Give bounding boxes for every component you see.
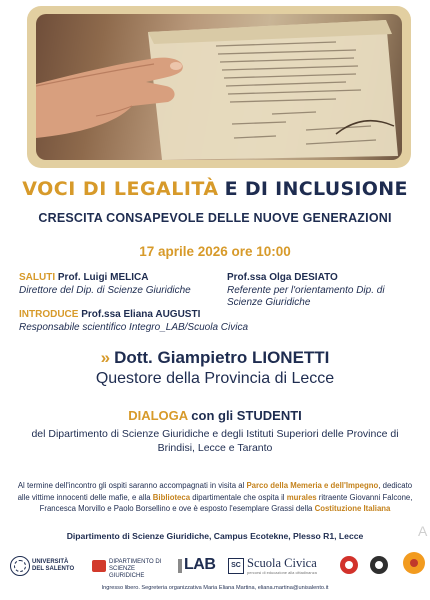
referente-name: Prof.ssa Olga DESIATO bbox=[227, 272, 338, 283]
scuola-civica-subtext: percorsi di educazione alla cittadinanza bbox=[247, 570, 317, 575]
university-seal-icon bbox=[10, 556, 30, 576]
event-date bbox=[0, 244, 430, 259]
date-day: 17 bbox=[139, 244, 155, 259]
footnote-highlight-biblioteca: Biblioteca bbox=[152, 492, 191, 502]
scuola-civica-mark-icon: SC bbox=[228, 558, 244, 574]
dialoga-description: del Dipartimento di Scienze Giuridiche e degli Istituti Superiori delle Province di Brindisi, Lecce e Taranto bbox=[31, 428, 399, 454]
integro-lab-logo bbox=[178, 556, 214, 576]
footnote-highlight-murales: murales bbox=[286, 492, 317, 502]
dialoga-heading bbox=[0, 408, 430, 423]
title-part-2: E DI INCLUSIONE bbox=[224, 178, 408, 200]
lab-bar-icon bbox=[178, 559, 182, 573]
dsg-mark-icon bbox=[92, 560, 106, 572]
referente-role: Referente per l'orientamento Dip. di Scienze Giuridiche bbox=[227, 284, 385, 308]
constitution-photo bbox=[36, 14, 402, 160]
main-speaker-name bbox=[0, 348, 430, 368]
event-title bbox=[0, 178, 430, 200]
photo-frame bbox=[27, 6, 411, 168]
title-part-1: VOCI DI LEGALITÀ bbox=[22, 178, 219, 200]
dialoga-word: DIALOGA bbox=[128, 408, 188, 423]
dsg-logo bbox=[92, 558, 162, 579]
partner-logo-dark-icon bbox=[370, 556, 388, 574]
arrow-icon: » bbox=[100, 348, 111, 367]
partner-logo-orange-icon bbox=[403, 552, 425, 574]
footnote-text-3: dipartimentale che ospita il bbox=[190, 492, 287, 502]
event-subtitle: CRESCITA CONSAPEVOLE DELLE NUOVE GENERAZIONI bbox=[38, 211, 392, 225]
side-letter: A bbox=[418, 523, 428, 539]
introduce-block bbox=[19, 309, 269, 334]
visit-footnote bbox=[14, 480, 416, 515]
unisalento-text: UNIVERSITÀ DEL SALENTO bbox=[32, 559, 75, 572]
dsg-text: DIPARTIMENTO DI SCIENZE GIURIDICHE bbox=[109, 559, 162, 579]
scuola-civica-text: Scuola Civica bbox=[247, 556, 317, 570]
partner-logo-red-icon bbox=[340, 556, 358, 574]
studenti-word: STUDENTI bbox=[236, 408, 302, 423]
footnote-text-1: Al termine dell'incontro gli ospiti saranno accompagnati in visita al bbox=[17, 481, 247, 490]
date-rest: aprile 2026 ore 10:00 bbox=[154, 244, 291, 259]
main-speaker-role: Questore della Provincia di Lecce bbox=[95, 370, 335, 387]
introduce-name: Prof.ssa Eliana AUGUSTI bbox=[81, 309, 201, 320]
introduce-role: Responsabile scientifico Integro_LAB/Scuola Civica bbox=[19, 321, 249, 333]
footnote-text-2: , dedicato alle vittime innocenti delle mafie, e alla bbox=[17, 481, 413, 502]
main-speaker-text: Dott. Giampietro LIONETTI bbox=[114, 348, 330, 367]
saluti-block bbox=[19, 272, 219, 297]
dialoga-middle: con gli bbox=[187, 408, 237, 423]
footnote-highlight-costituzione: Costituzione Italiana bbox=[314, 504, 391, 513]
saluti-label: SALUTI bbox=[19, 272, 56, 283]
introduce-label: INTRODUCE bbox=[19, 309, 79, 320]
venue: Dipartimento di Scienze Giuridiche, Campus Ecotekne, Plesso R1, Lecce bbox=[66, 531, 364, 541]
saluti-role: Direttore del Dip. di Scienze Giuridiche bbox=[19, 284, 191, 296]
lab-text: LAB bbox=[184, 556, 216, 573]
footnote-highlight-parco: Parco della Memeria e dell'Impegno bbox=[246, 481, 379, 490]
saluti-name: Prof. Luigi MELICA bbox=[57, 272, 149, 283]
referente-block bbox=[227, 272, 417, 310]
scuola-civica-logo bbox=[228, 555, 317, 577]
unisalento-logo bbox=[10, 556, 78, 576]
constitution-illustration bbox=[36, 14, 402, 160]
ingresso-note: Ingresso libero. Segreteria organizzativa Maria Eliana Martina, eliana.martina@unisalento.it bbox=[101, 585, 329, 591]
footnote-text-4: ritraente Giovanni Falcone, Francesca Morvillo e Paolo Borsellino e ove è esposto l'esemplare Grassi della bbox=[39, 492, 413, 513]
